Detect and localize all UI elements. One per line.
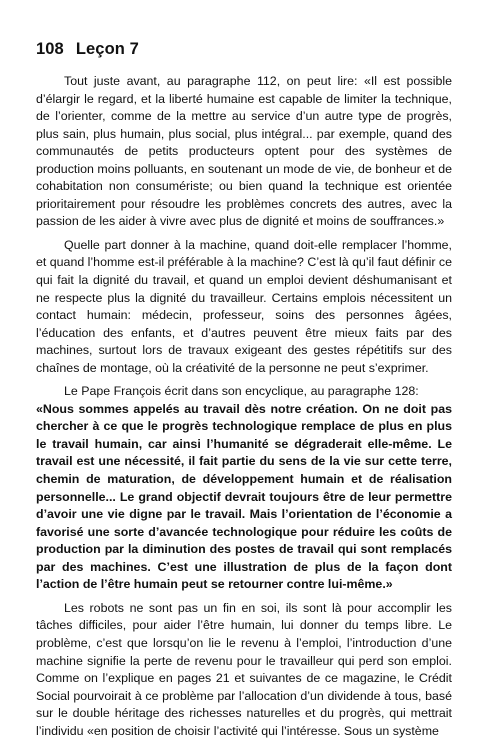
paragraph-4: Les robots ne sont pas un fin en soi, ils sont là pour accomplir les tâches difficiles, pour aider l’être humain, lui donner du temps libre. Le problème, c’est que lorsqu’on lie le revenu à l’emploi, l’introduction d’une machine signifie la perte de revenu pour le travailleur qui perd son emploi. Comme on l’explique en pages 21 et suivantes de ce magazine, le Crédit Social pourvoirait à ce problème par l’allocation d’un dividende à tous, basé sur le double héritage des richesses naturelles et du progrès, qui mettrait l’individu «en position de choisir l’activité qui l’intéresse. Sous un système xyxy=(36,600,452,738)
paragraph-2: Quelle part donner à la machine, quand doit-elle remplacer l’homme, et quand l’homme est-il préférable à la machine? C’est là qu’il faut définir ce qui fait la dignité du travail, et quand un emploi devient déshumanisant et ne respecte plus la dignité du travailleur. Certains emplois nécessitent un contact humain: médecin, professeur, soins des personnes âgées, l’éducation des enfants, et d’autres peuvent être mieux faits par des machines, surtout lors de travaux exigeant des gestes répétitifs sur des chaînes de montage, où la créativité de la personne ne peut s’exprimer. xyxy=(36,237,452,375)
page-number: 108 xyxy=(36,40,64,58)
page-header xyxy=(36,40,452,59)
paragraph-1: Tout juste avant, au paragraphe 112, on peut lire: «Il est possible d’élargir le regard, et la liberté humaine est capable de limiter la technique, de l’orienter, comme de la mettre au service d’un autre type de progrès, plus sain, plus humain, plus social, plus intégral... par exemple, quand des communautés de petits producteurs optent pour des systèmes de production moins polluants, en soutenant un mode de vie, de bonheur et de cohabitation non consumériste; ou bien quand la technique est orientée prioritairement pour résoudre les problèmes concrets des autres, avec la passion de les aider à vivre avec plus de dignité et moins de souffrances.» xyxy=(36,74,452,229)
paragraph-3-intro: Le Pape François écrit dans son encyclique, au paragraphe 128: xyxy=(64,384,419,399)
lesson-title: Leçon 7 xyxy=(75,40,139,58)
body-text xyxy=(36,73,452,740)
encyclical-quote: «Nous sommes appelés au travail dès notre création. On ne doit pas chercher à ce que le progrès technologique remplace de plus en plus le travail humain, car ainsi l’humanité se dégraderait elle-même. Le travail est une nécessité, il fait partie du sens de la vie sur cette terre, chemin de maturation, de développement humain et de réalisation personnelle... Le grand objectif devrait toujours être de leur permettre d’avoir une vie digne par le travail. Mais l’orientation de l’économie a favorisé une sorte d’avancée technologique pour réduire les coûts de production par la diminution des postes de travail qui sont remplacés par des machines. C’est une illustration de plus de la façon dont l’action de l’être humain peut se retourner contre lui-même.» xyxy=(36,401,452,592)
